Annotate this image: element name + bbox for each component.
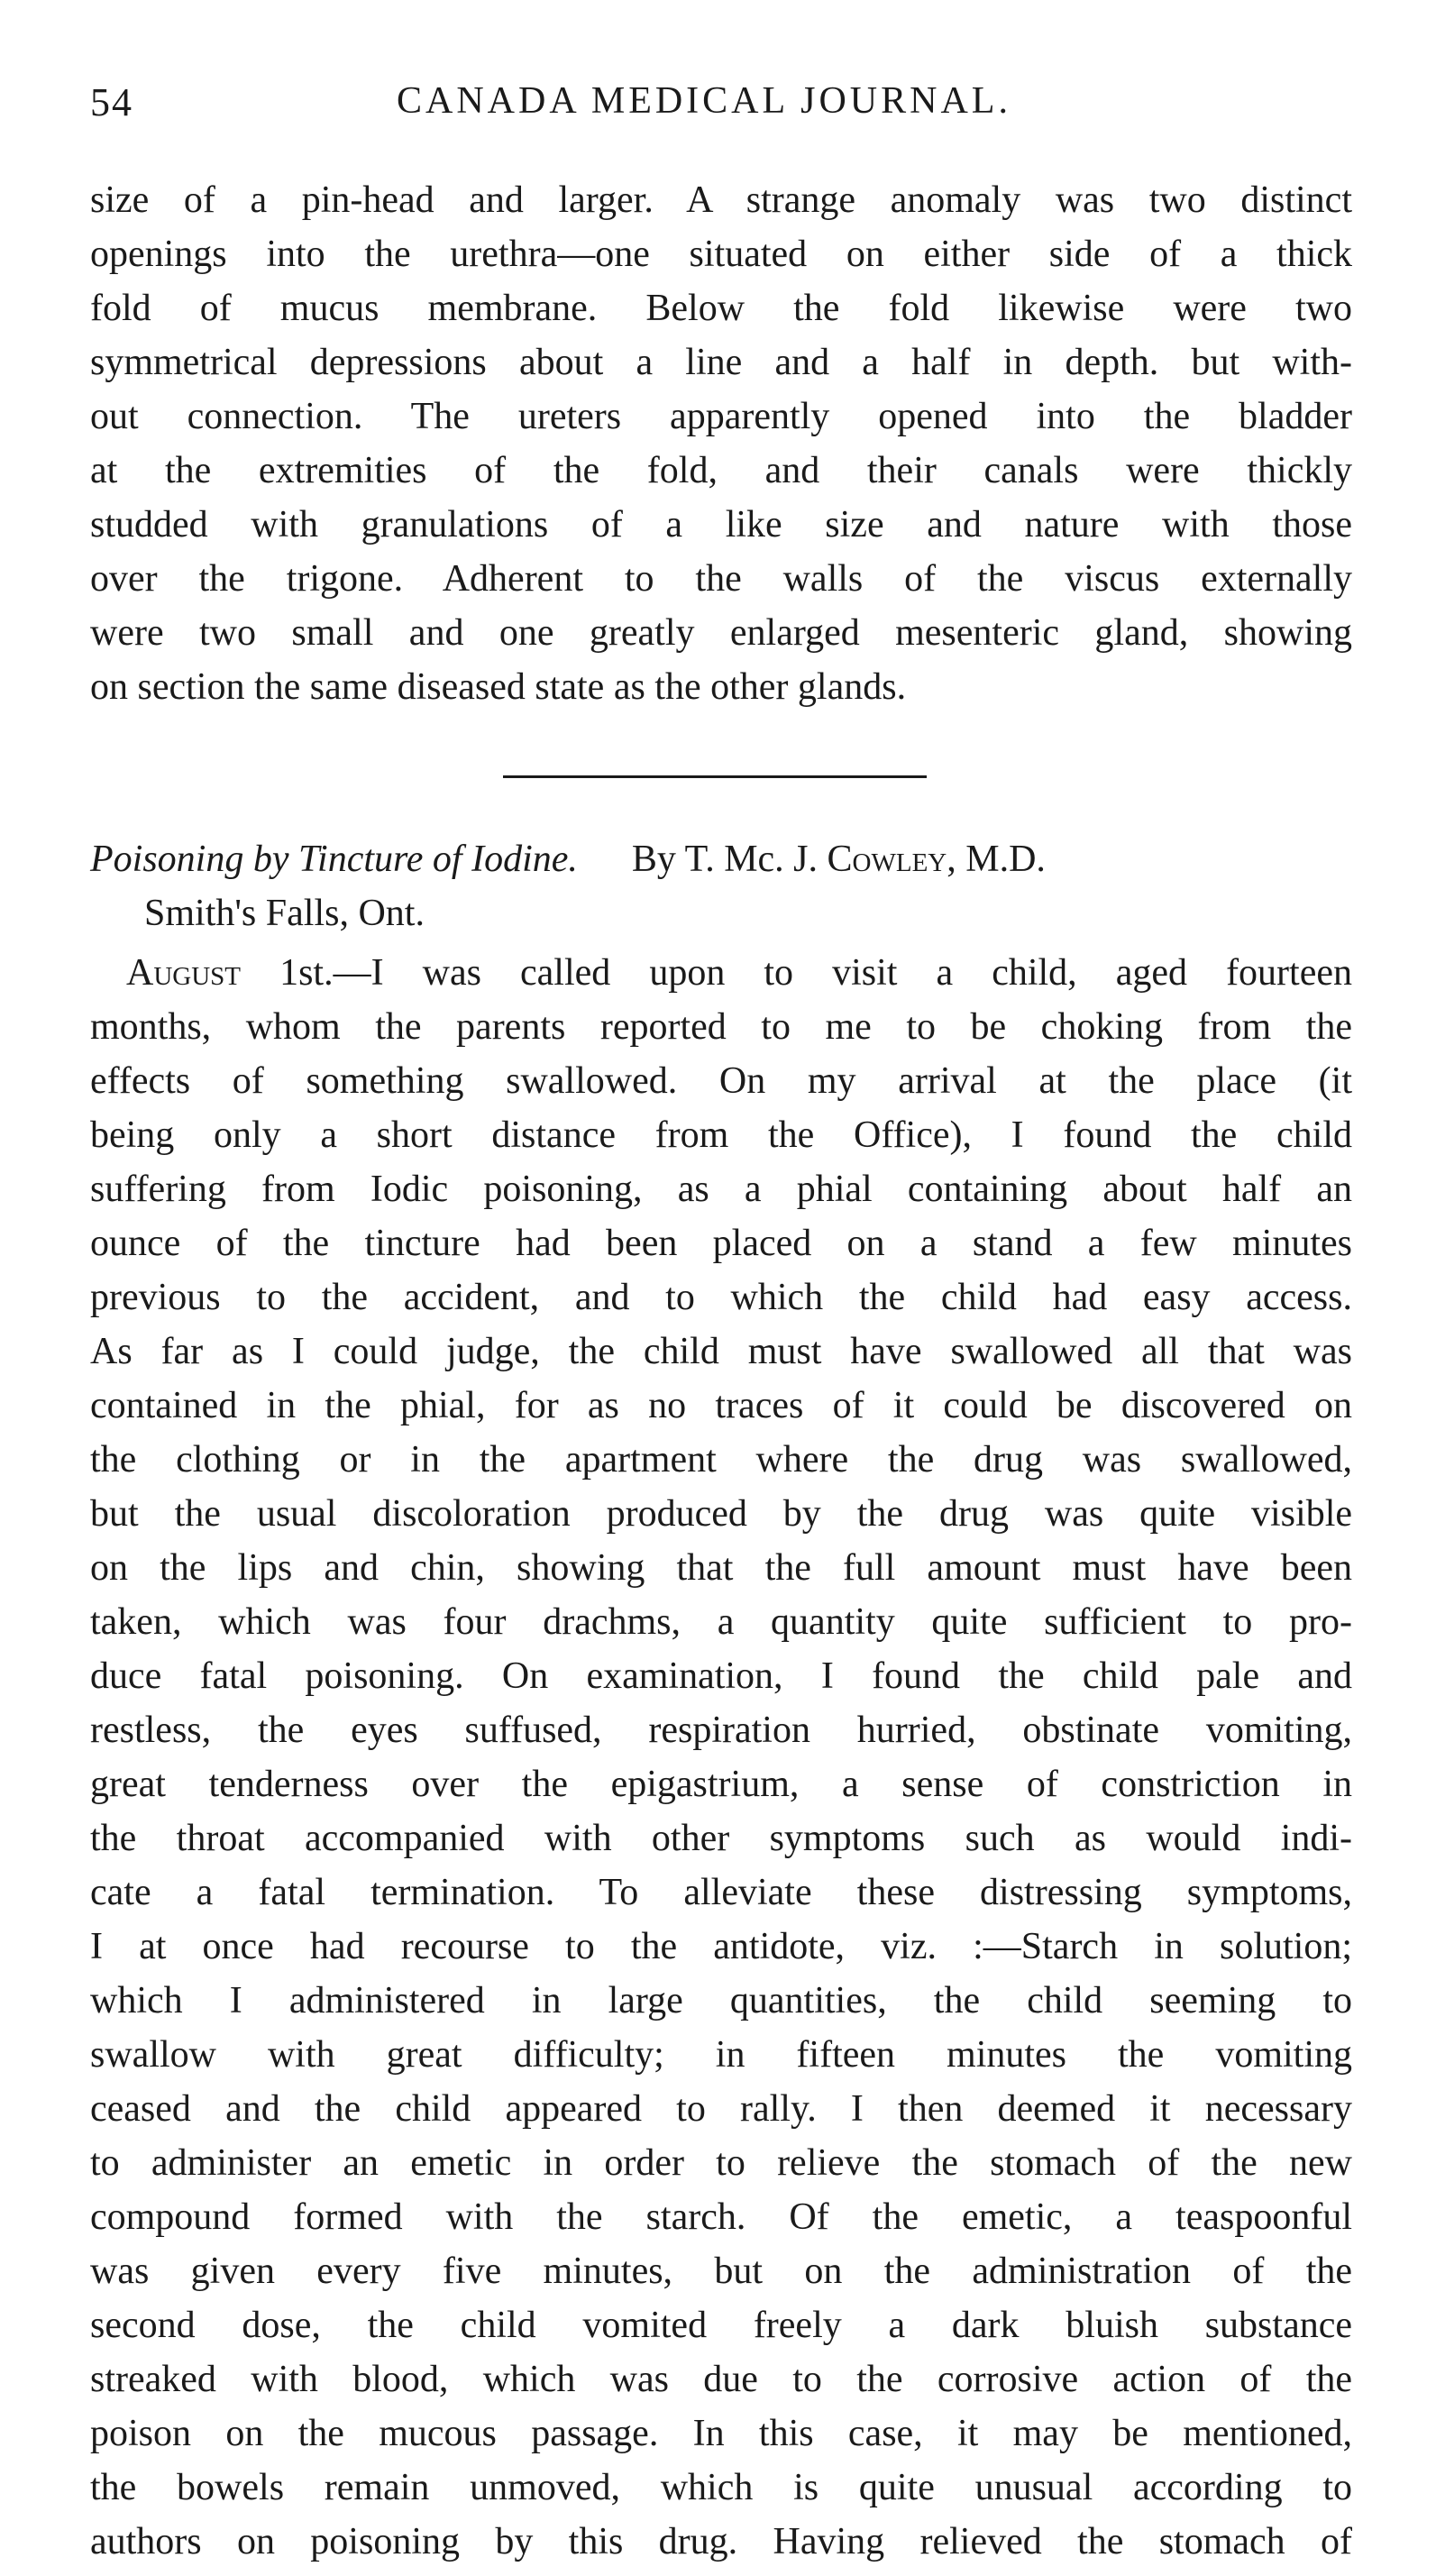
running-title: CANADA MEDICAL JOURNAL. — [397, 80, 1011, 122]
text-line: were two small and one greatly enlarged mesenteric gland, showing — [90, 612, 1352, 654]
journal-page — [90, 63, 1352, 2569]
text-line: fold of mucus membrane. Below the fold likewise were two — [90, 288, 1352, 329]
page-header — [90, 63, 1352, 135]
text-line: swallow with great difficulty; in fifteen minutes the vomiting — [90, 2034, 1352, 2076]
text-line: I at once had recourse to the antidote, viz. :—Starch in solution; — [90, 1926, 1352, 1967]
article-title: Poisoning by Tincture of Iodine. — [90, 839, 578, 880]
text-line: cate a fatal termination. To alleviate these distressing symptoms, — [90, 1872, 1352, 1913]
continued-paragraph — [90, 173, 1352, 714]
text-line: openings into the urethra—one situated on either side of a thick — [90, 234, 1352, 275]
text-line: ounce of the tincture had been placed on a stand a few minutes — [90, 1223, 1352, 1264]
text-line: ceased and the child appeared to rally. I then deemed it necessary — [90, 2088, 1352, 2130]
author-credentials: M.D. — [965, 839, 1046, 880]
section-divider — [503, 775, 927, 778]
author-place: Smith's Falls, Ont. — [144, 893, 425, 934]
text-line: authors on poisoning by this drug. Having relieved the stomach of — [90, 2521, 1352, 2562]
article-title-line — [90, 832, 1352, 886]
first-line-text: 1st.—I was called upon to visit a child, aged fourteen — [279, 952, 1352, 994]
text-line: symmetrical depressions about a line and a half in depth. but with- — [90, 342, 1352, 383]
text-line: over the trigone. Adherent to the walls of the viscus externally — [90, 558, 1352, 600]
text-line: the clothing or in the apartment where the drug was swallowed, — [90, 1439, 1352, 1481]
text-line: out connection. The ureters apparently opened into the bladder — [90, 396, 1352, 437]
article-heading — [90, 832, 1352, 940]
text-line: the throat accompanied with other symptoms such as would indi- — [90, 1818, 1352, 1859]
text-line: on section the same diseased state as the other glands. — [90, 666, 907, 708]
text-line: great tenderness over the epigastrium, a sense of constriction in — [90, 1764, 1352, 1805]
text-line: previous to the accident, and to which the child had easy access. — [90, 1277, 1352, 1318]
text-line: contained in the phial, for as no traces of it could be discovered on — [90, 1385, 1352, 1426]
text-line: duce fatal poisoning. On examination, I found the child pale and — [90, 1655, 1352, 1697]
text-line: being only a short distance from the Office), I found the child — [90, 1114, 1352, 1156]
text-line: on the lips and chin, showing that the full amount must have been — [90, 1547, 1352, 1589]
text-line: compound formed with the starch. Of the emetic, a teaspoonful — [90, 2196, 1352, 2238]
text-line: size of a pin-head and larger. A strange anomaly was two distinct — [90, 179, 1352, 221]
text-line: second dose, the child vomited freely a dark bluish substance — [90, 2305, 1352, 2346]
text-line: taken, which was four drachms, a quantity quite sufficient to pro- — [90, 1601, 1352, 1643]
text-line: suffering from Iodic poisoning, as a phial containing about half an — [90, 1169, 1352, 1210]
page-number: 54 — [90, 80, 133, 124]
author-surname: Cowley, — [827, 839, 956, 880]
date-lead: August — [126, 952, 242, 994]
text-line: As far as I could judge, the child must have swallowed all that was — [90, 1331, 1352, 1372]
text-line: was given every five minutes, but on the administration of the — [90, 2251, 1352, 2292]
text-line: streaked with blood, which was due to the corrosive action of the — [90, 2359, 1352, 2400]
text-line: but the usual discoloration produced by the drug was quite visible — [90, 1493, 1352, 1535]
byline-prefix: By T. Mc. J. — [631, 839, 819, 880]
text-line: to administer an emetic in order to relieve the stomach of the new — [90, 2142, 1352, 2184]
text-line: the bowels remain unmoved, which is quite unusual according to — [90, 2467, 1352, 2508]
first-body-line — [90, 946, 1352, 1000]
text-line: which I administered in large quantities, the child seeming to — [90, 1980, 1352, 2021]
article-body — [90, 946, 1352, 2569]
text-line: at the extremities of the fold, and their canals were thickly — [90, 450, 1352, 491]
text-line: poison on the mucous passage. In this case, it may be mentioned, — [90, 2413, 1352, 2454]
text-line: effects of something swallowed. On my arrival at the place (it — [90, 1060, 1352, 1102]
text-line: restless, the eyes suffused, respiration hurried, obstinate vomiting, — [90, 1710, 1352, 1751]
text-line: studded with granulations of a like size and nature with those — [90, 504, 1352, 545]
text-line: months, whom the parents reported to me to be choking from the — [90, 1006, 1352, 1048]
